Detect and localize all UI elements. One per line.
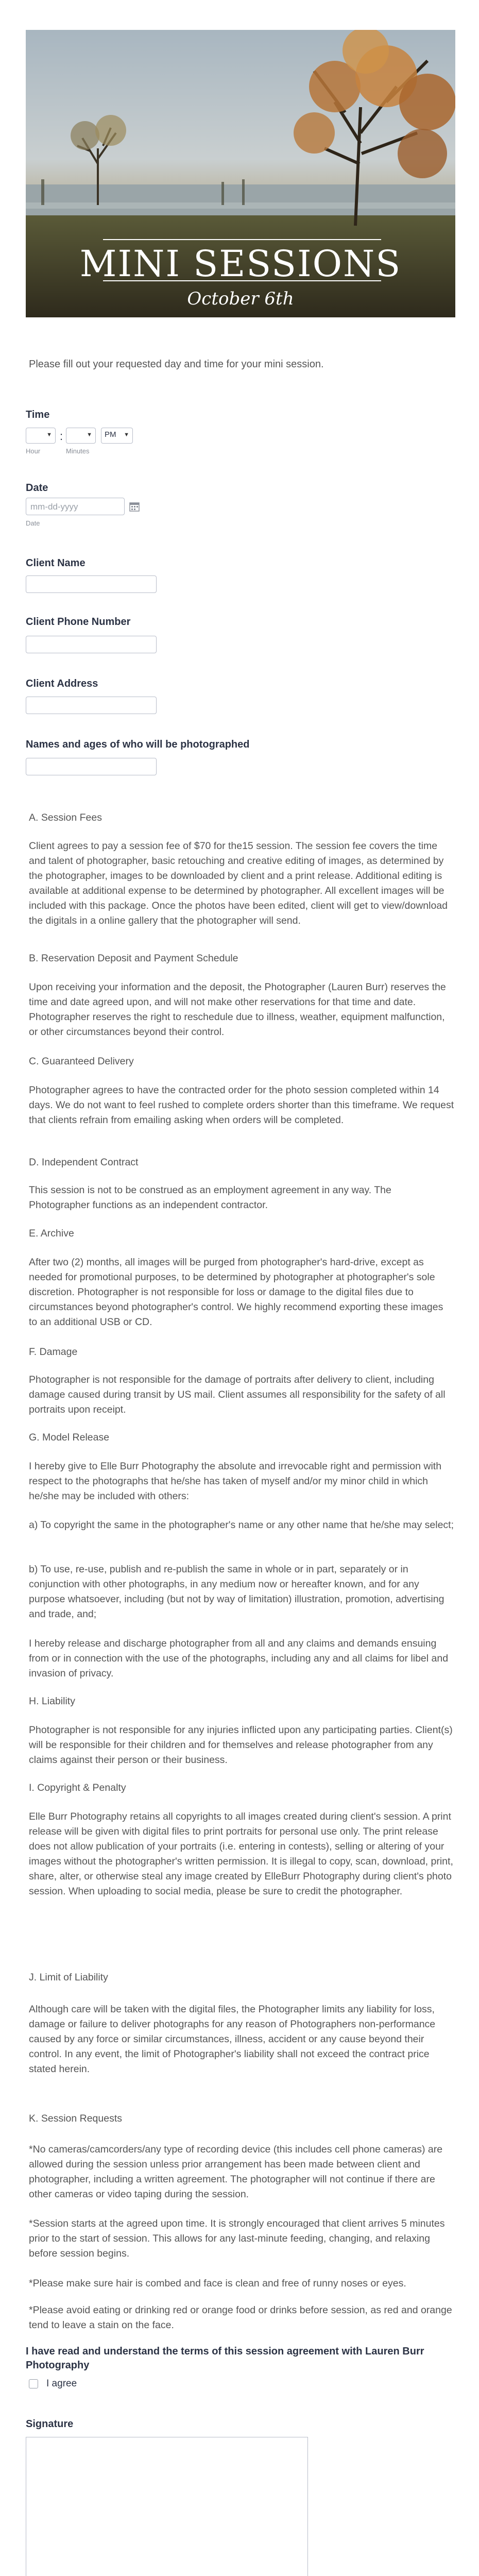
terms-paragraph-g: I hereby give to Elle Burr Photography the absolute and irrevocable right and permission with respect to the photographs that he/she has taken of myself and/or my minor child in which he/she may be included with others: [29, 1461, 442, 1502]
terms-paragraph-b: Upon receiving your information and the deposit, the Photographer (Lauren Burr) reserves the time and date agreed upon, and will not make other reservations for that time and date. Photographer reserves the right to reschedule due to illness, weather, equipment malfunction, or other circumstances beyond their control. [29, 981, 446, 1038]
ampm-select[interactable] [101, 428, 133, 444]
terms-paragraph-k-3: *Please make sure hair is combed and face is clean and free of runny noses or eyes. [29, 2278, 406, 2289]
terms-heading-h: H. Liability [29, 1696, 75, 1707]
calendar-icon[interactable] [129, 501, 140, 512]
terms-paragraph-g-release: I hereby release and discharge photographer from all and any claims and demands ensuing from or in connection with the use of the photographs, including any and all claims for libel and invasion of privacy. [29, 1638, 449, 1679]
terms-paragraph-e: After two (2) months, all images will be purged from photographer's hard-drive, except as needed for promotional purposes, to be determined by photographer at photographer's sole discretion. Photographer is not responsible for loss or damage to the digital files due to circumstances beyond photographer's control. We highly recommend exporting these images to an additional USB or CD. [29, 1257, 443, 1328]
agree-checkbox[interactable] [29, 2379, 38, 2388]
terms-paragraph-k-1: *No cameras/camcorders/any type of recording device (this includes cell phone cameras) are allowed during the session unless prior arrangement has been made between client and photographer, including a written agreement. The photographer will not continue if there are other cameras or video taping during the session. [29, 2144, 443, 2200]
date-input[interactable]: mm-dd-yyyy [26, 498, 125, 515]
terms-heading-c: C. Guaranteed Delivery [29, 1056, 134, 1067]
terms-heading-i: I. Copyright & Penalty [29, 1782, 126, 1793]
signature-label: Signature [26, 2418, 74, 2430]
terms-heading-k: K. Session Requests [29, 2113, 123, 2124]
chevron-down-icon: ▼ [46, 432, 52, 438]
names-ages-input[interactable] [26, 758, 157, 775]
terms-paragraph-c: Photographer agrees to have the contracted order for the photo session completed within 14 days. We do not want to feel rushed to complete orders shorter than this timeframe. We request that clients refrain from emailing asking when orders will be completed. [29, 1084, 454, 1126]
terms-paragraph-h: Photographer is not responsible for any injuries inflicted upon any participating parties. Client(s) will be responsible for their children and for themselves and release photographer from any claims against their person or their business. [29, 1724, 453, 1766]
time-separator: : [60, 430, 63, 443]
terms-heading-g: G. Model Release [29, 1432, 110, 1443]
terms-heading-j: J. Limit of Liability [29, 1972, 108, 1983]
terms-paragraph-j: Although care will be taken with the digital files, the Photographer limits any liability for loss, damage or failure to deliver photographs for any reason of Photographers non-performance caused by any force or similar circumstances, illness, accident or any cause beyond their control. In any event, the limit of Photographer's liability shall not exceed the contract price stated herein. [29, 2004, 436, 2075]
intro-text: Please fill out your requested day and time for your mini session. [29, 359, 324, 370]
client-phone-label: Client Phone Number [26, 616, 131, 628]
client-name-input[interactable] [26, 575, 157, 593]
hero-image [26, 30, 455, 317]
terms-heading-e: E. Archive [29, 1228, 74, 1239]
client-address-label: Client Address [26, 678, 98, 689]
ampm-value: PM [105, 430, 116, 439]
client-address-input[interactable] [26, 697, 157, 714]
agree-checkbox-label[interactable]: I agree [46, 2378, 77, 2389]
signature-pad[interactable] [26, 2437, 308, 2576]
hero-title: MINI SESSIONS [79, 243, 402, 285]
terms-paragraph-f: Photographer is not responsible for the damage of portraits after delivery to client, including damage caused during transit by US mail. Client assumes all responsibility for the safety of all portraits upon receipt. [29, 1374, 446, 1415]
agreement-label: I have read and understand the terms of this session agreement with Lauren Burr Photography [26, 2346, 424, 2371]
date-label: Date [26, 482, 48, 494]
terms-paragraph-g-a: a) To copyright the same in the photographer's name or any other name that he/she may select; [29, 1519, 454, 1531]
date-sublabel: Date [26, 519, 40, 527]
hour-select[interactable] [26, 428, 56, 444]
names-ages-label: Names and ages of who will be photographed [26, 739, 250, 750]
client-phone-input[interactable] [26, 636, 157, 653]
terms-paragraph-g-b: b) To use, re-use, publish and re-publish the same in whole or in part, separately or in conjunction with other photographs, in any medium now or hereafter known, and for any purpose whatsoever, including (but not by way of limitation) illustration, promotion, advertising and trade, and; [29, 1564, 444, 1620]
terms-paragraph-k-4: *Please avoid eating or drinking red or orange food or drinks before session, as red and orange tend to leave a stain on the face. [29, 2304, 452, 2331]
hero-subtitle: October 6th [187, 289, 294, 309]
terms-paragraph-i: Elle Burr Photography retains all copyrights to all images created during client's session. A print release will be given with digital files to print portraits for personal use only. The print release does not allow publication of your portraits (i.e. entering in contests), selling or altering of your images without the photographer's written permission. It is illegal to copy, scan, download, print, share, alter, or otherwise steal any image created by ElleBurr Photography during client's photo session. When uploading to social media, please be sure to credit the photographer. [29, 1811, 453, 1897]
hero-photo [26, 30, 455, 317]
terms-heading-b: B. Reservation Deposit and Payment Schedule [29, 953, 238, 964]
chevron-down-icon: ▼ [87, 432, 92, 438]
terms-heading-d: D. Independent Contract [29, 1157, 139, 1168]
minute-select[interactable] [66, 428, 96, 444]
chevron-down-icon: ▼ [124, 432, 129, 438]
minute-sublabel: Minutes [66, 447, 90, 455]
time-label: Time [26, 409, 50, 420]
terms-paragraph-a: Client agrees to pay a session fee of $70 for the15 session. The session fee covers the time and talent of photographer, basic retouching and creative editing of images, as determined by the photographer, images to be downloaded by client and a print release. Additional editing is available at additional expense to be determined by photographer. All excellent images will be included with this package. Once the photos have been edited, client will get to view/download the digitals in a online gallery that the photographer will send. [29, 840, 448, 926]
terms-heading-a: A. Session Fees [29, 812, 102, 823]
terms-paragraph-k-2: *Session starts at the agreed upon time. It is strongly encouraged that client arrives 5 minutes prior to the start of session. This allows for any last-minute feeding, changing, and relaxing before session begins. [29, 2218, 445, 2259]
hour-sublabel: Hour [26, 447, 41, 455]
terms-paragraph-d: This session is not to be construed as an employment agreement in any way. The Photographer functions as an independent contractor. [29, 1184, 391, 1211]
terms-heading-f: F. Damage [29, 1346, 78, 1358]
client-name-label: Client Name [26, 557, 85, 569]
